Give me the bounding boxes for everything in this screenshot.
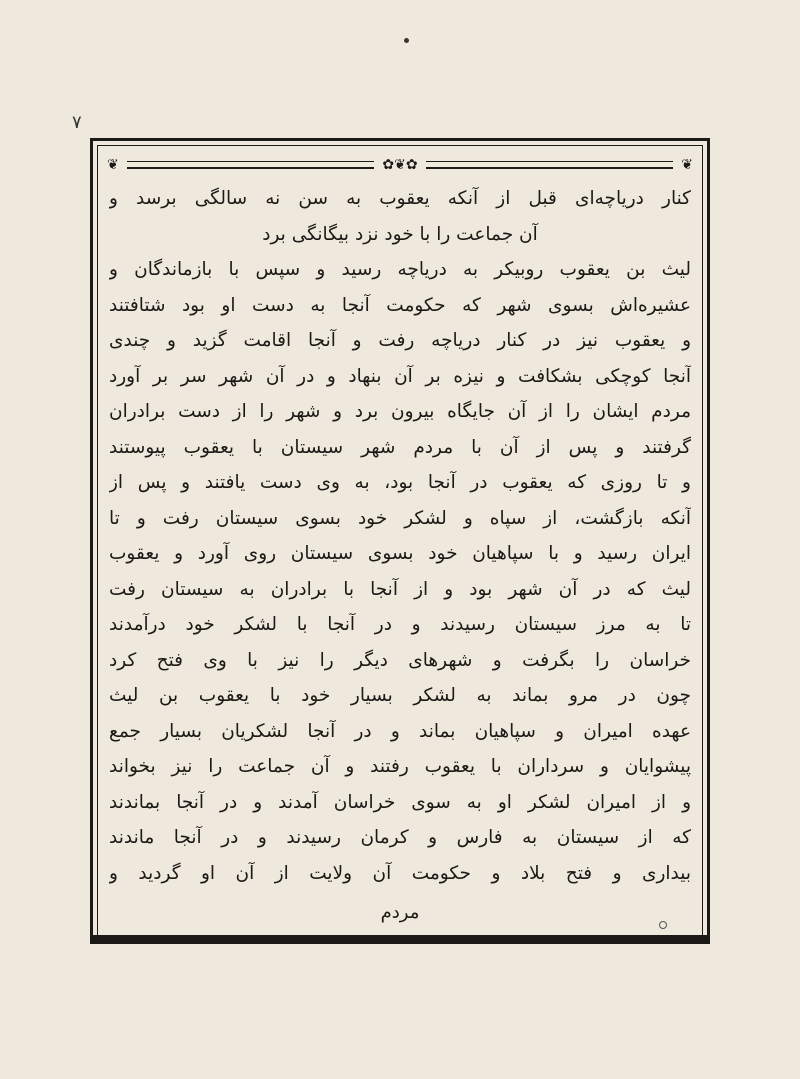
text-line: و تا روزی که یعقوب در آنجا بود، به وی دست یافتند و پس از [109, 472, 691, 494]
text-line: چون در مرو بماند به لشکر بسیار خود با یعقوب بن لیث [109, 685, 691, 707]
text-line: خراسان را بگرفت و شهرهای دیگر را نیز با وی فتح کرد [109, 649, 691, 671]
text-line: عشیره‌اش بسوی شهر که حکومت آنجا به دست او بود شتافتند [109, 294, 691, 316]
header-ornament [107, 155, 693, 175]
page-number: ۷ [72, 112, 82, 133]
text-line: لیث که در آن شهر بود و از آنجا با برادران به سیستان رفت [109, 578, 691, 600]
ornament-center-icon: ✿❦✿ [382, 157, 418, 173]
text-line: مردم ایشان را از آن جایگاه بیرون برد و شهر را از دست برادران [109, 401, 691, 423]
text-line: پیشوایان و سرداران با یعقوب رفتند و آن جماعت را نیز بخواند [109, 756, 691, 778]
text-line: آنکه بازگشت، از سپاه و لشکر خود بسوی سیستان رفت و تا [109, 507, 691, 529]
text-line: عهده امیران و سپاهیان بماند و در آنجا لشکریان بسیار جمع [109, 720, 691, 742]
closing-word: مردم [380, 902, 420, 923]
ornament-rule-right [426, 161, 674, 169]
corner-mark [659, 921, 667, 929]
page-frame [90, 138, 710, 944]
ornament-right-icon: ❦ [681, 157, 694, 173]
text-line: تا به مرز سیستان رسیدند و در آنجا با لشکر خود درآمدند [109, 614, 691, 636]
text-line: لیث بن یعقوب روبیکر به دریاچه رسید و سپس با بازماندگان و [109, 259, 691, 281]
text-line: آنجا کوچکی بشکافت و نیزه بر آن بنهاد و در آن شهر سر بر آورد [109, 365, 691, 387]
text-line: آن جماعت را با خود نزد بیگانگی برد [262, 223, 538, 245]
text-line: ایران رسید و با سپاهیان خود بسوی سیستان روی آورد و یعقوب [109, 543, 691, 565]
text-line: بیداری و فتح بلاد و حکومت آن ولایت از آن او گردید و [109, 862, 691, 884]
ornament-left-icon: ❦ [107, 157, 119, 173]
ornament-rule-left [127, 161, 375, 169]
text-line: و یعقوب نیز در کنار دریاچه رفت و آنجا اقامت گزید و چندی [109, 330, 691, 352]
text-line: گرفتند و پس از آن با مردم شهر سیستان با یعقوب پیوستند [109, 436, 691, 458]
body-text [109, 185, 691, 889]
bottom-rule [93, 935, 707, 941]
text-line: کنار دریاچه‌ای قبل از آنکه یعقوب به سن نه سالگی برسد و [109, 188, 691, 209]
text-line: که از سیستان به فارس و کرمان رسیدند و در آنجا ماندند [109, 827, 691, 849]
ink-dot [404, 38, 409, 43]
text-line: و از امیران لشکر او به سوی خراسان آمدند و در آنجا بماندند [109, 791, 691, 813]
